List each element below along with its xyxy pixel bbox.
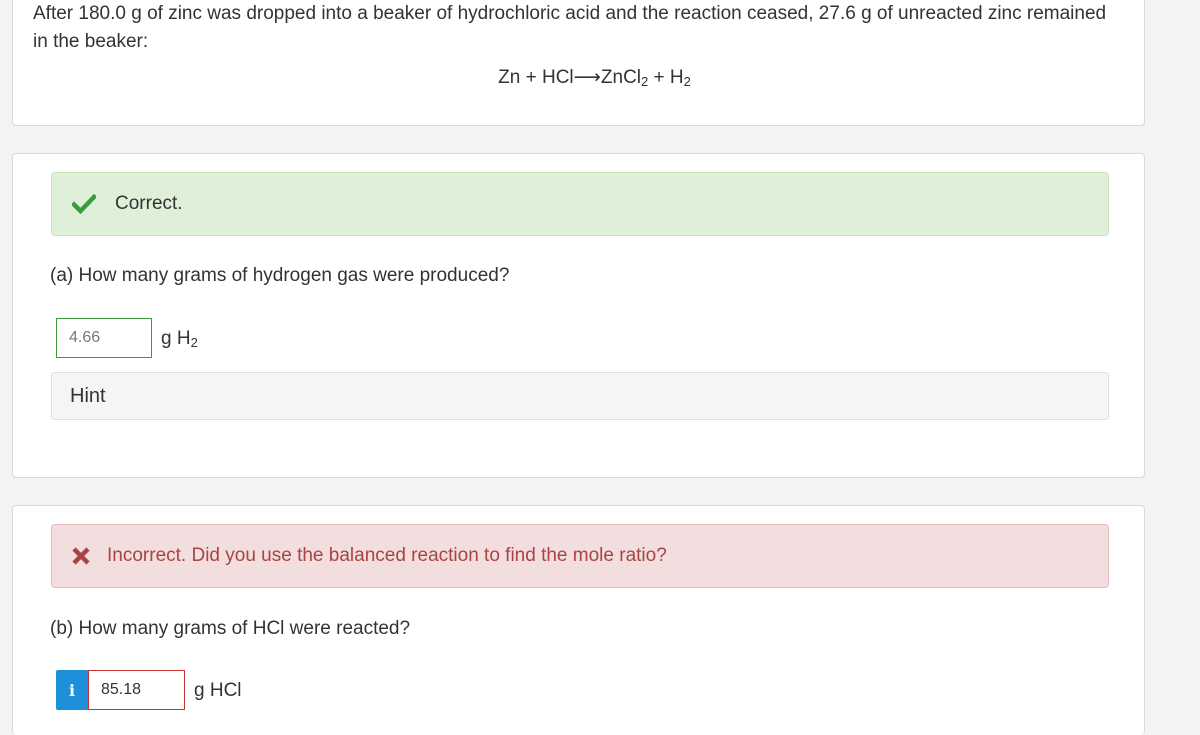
part-a-panel bbox=[12, 153, 1145, 478]
equation-reactant-2: HCl bbox=[541, 67, 574, 88]
hint-button[interactable] bbox=[51, 372, 1109, 420]
answer-a-unit bbox=[161, 328, 198, 350]
incorrect-feedback-banner bbox=[51, 524, 1109, 588]
info-badge-glyph: i bbox=[68, 680, 76, 700]
answer-b-input[interactable] bbox=[88, 670, 185, 710]
answer-b-unit: g HCl bbox=[194, 680, 242, 701]
incorrect-feedback-text: Incorrect. Did you use the balanced reaction to find the mole ratio? bbox=[107, 545, 667, 566]
hint-label: Hint bbox=[70, 385, 106, 407]
part-b-panel bbox=[12, 505, 1145, 735]
question-a: (a) How many grams of hydrogen gas were produced? bbox=[50, 265, 510, 286]
answer-a-unit-text: g H bbox=[161, 328, 191, 349]
equation-reactant-1: Zn bbox=[498, 67, 521, 88]
problem-text: After 180.0 g of zinc was dropped into a beaker of hydrochloric acid and the reaction ceased, 27.6 g of unreacted zinc remained in the beaker: bbox=[33, 3, 1107, 52]
x-mark-icon bbox=[70, 545, 92, 567]
chemical-equation bbox=[13, 66, 1146, 89]
equation-product-1-subscript: 2 bbox=[641, 74, 649, 89]
equation-plus-1: + bbox=[525, 67, 537, 88]
checkmark-icon bbox=[72, 192, 96, 216]
equation-arrow: ⟶ bbox=[573, 67, 601, 88]
page-margin bbox=[1160, 0, 1200, 719]
equation-plus-2: + bbox=[653, 67, 665, 88]
info-icon[interactable] bbox=[56, 670, 88, 710]
equation-product-2-subscript: 2 bbox=[683, 74, 691, 89]
equation-product-2: H bbox=[669, 67, 684, 88]
question-b: (b) How many grams of HCl were reacted? bbox=[50, 618, 411, 639]
problem-statement-panel bbox=[12, 0, 1145, 126]
answer-a-unit-subscript: 2 bbox=[190, 335, 198, 350]
answer-a-input[interactable] bbox=[56, 318, 152, 358]
correct-feedback-banner bbox=[51, 172, 1109, 236]
equation-product-1: ZnCl bbox=[600, 67, 642, 88]
correct-feedback-text: Correct. bbox=[115, 193, 183, 214]
